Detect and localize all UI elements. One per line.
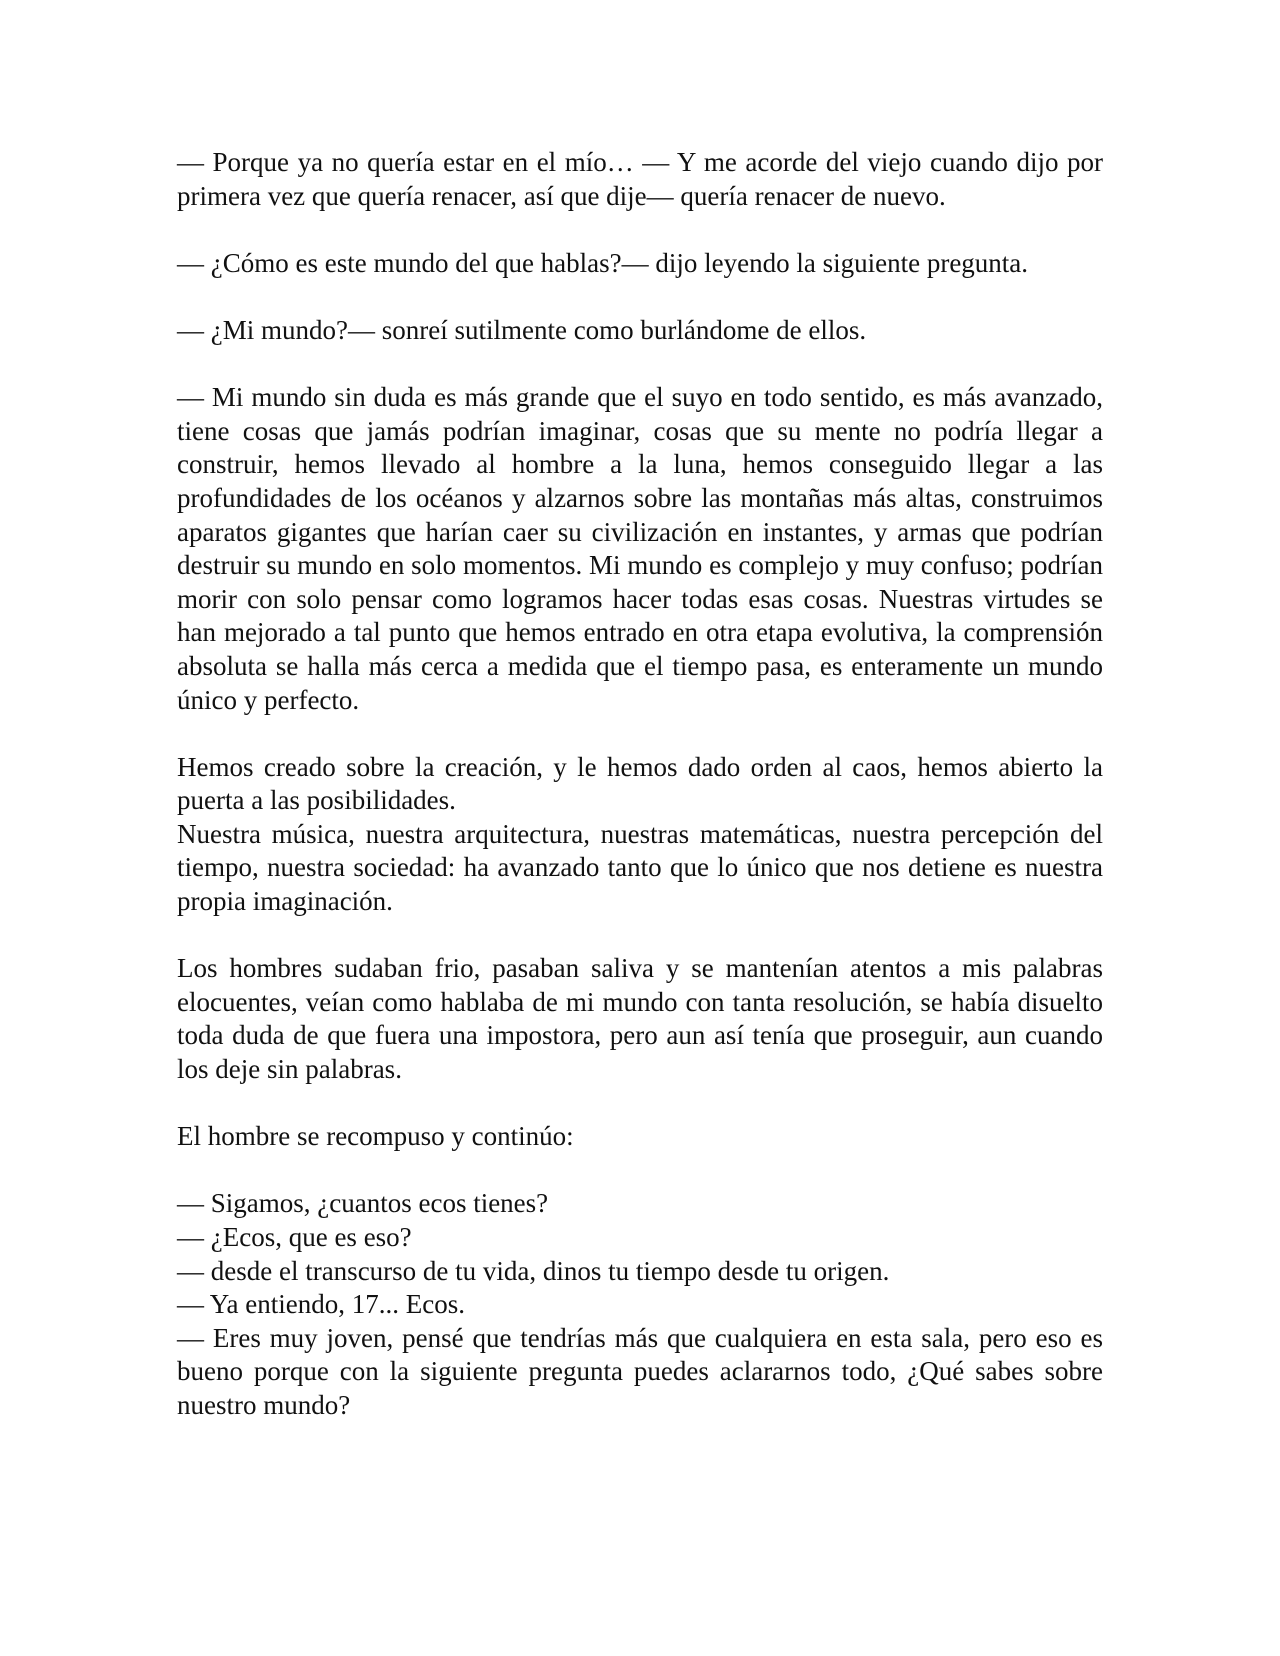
paragraph-4: — Mi mundo sin duda es más grande que el suyo en todo sentido, es más avanzado, tiene cosas que jamás podrían imaginar, cosas que su mente no podría llegar a construir, hemos llevado al hombre a la luna, hemos conseguido llegar a las profundidades de los océanos y alzarnos sobre las montañas más altas, construimos aparatos gigantes que harían caer su civilización en instantes, y armas que podrían destruir su mundo en solo momentos. Mi mundo es complejo y muy confuso; podrían morir con solo pensar como logramos hacer todas esas cosas. Nuestras virtudes se han mejorado a tal punto que hemos entrado en otra etapa evolutiva, la comprensión absoluta se halla más cerca a medida que el tiempo pasa, es enteramente un mundo único y perfecto. xyxy=(177,382,1103,715)
paragraph-5b: Nuestra música, nuestra arquitectura, nuestras matemáticas, nuestra percepción del tiempo, nuestra sociedad: ha avanzado tanto que lo único que nos detiene es nuestra propia imaginación. xyxy=(177,818,1103,917)
dialogue-block xyxy=(177,1187,1103,1422)
paragraph-group-5 xyxy=(177,751,1103,919)
paragraph-6: Los hombres sudaban frio, pasaban saliva y se mantenían atentos a mis palabras elocuentes, veían como hablaba de mi mundo con tanta resolución, se había disuelto toda duda de que fuera una impostora, pero aun así tenía que proseguir, aun cuando los deje sin palabras. xyxy=(177,953,1103,1085)
dialogue-line: — Sigamos, ¿cuantos ecos tienes? xyxy=(177,1188,549,1219)
paragraph-7: El hombre se recompuso y continúo: xyxy=(177,1121,574,1152)
paragraph-5a: Hemos creado sobre la creación, y le hemos dado orden al caos, hemos abierto la puerta a las posibilidades. xyxy=(177,751,1103,816)
paragraph-1: — Porque ya no quería estar en el mío… — Y me acorde del viejo cuando dijo por primera vez que quería renacer, así que dije— quería renacer de nuevo. xyxy=(177,147,1103,211)
dialogue-line: — ¿Ecos, que es eso? xyxy=(177,1222,412,1252)
dialogue-line: — desde el transcurso de tu vida, dinos tu tiempo desde tu origen. xyxy=(177,1255,890,1286)
paragraph-2: — ¿Cómo es este mundo del que hablas?— dijo leyendo la siguiente pregunta. xyxy=(177,247,1029,278)
document-page xyxy=(177,146,1103,1423)
paragraph-3: — ¿Mi mundo?— sonreí sutilmente como burlándome de ellos. xyxy=(177,314,867,345)
dialogue-line: — Ya entiendo, 17... Ecos. xyxy=(177,1289,465,1320)
dialogue-line: — Eres muy joven, pensé que tendrías más que cualquiera en esta sala, pero eso es bueno porque con la siguiente pregunta puedes aclararnos todo, ¿Qué sabes sobre nuestro mundo? xyxy=(177,1322,1103,1420)
